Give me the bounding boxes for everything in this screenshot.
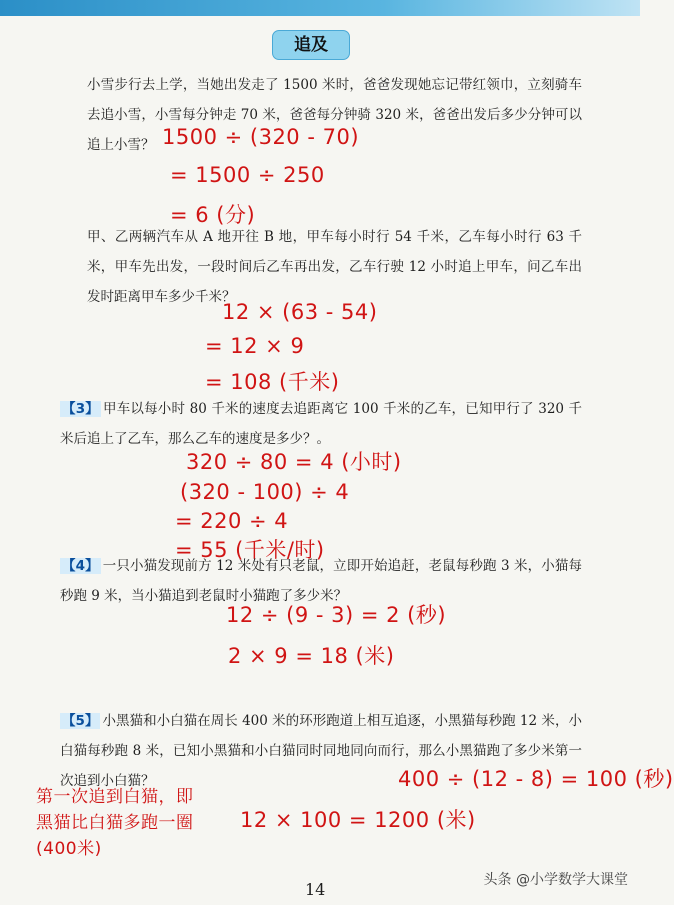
problem-1-work-line-2: = 1500 ÷ 250 [170, 163, 325, 187]
problem-5-number: 【5】 [62, 713, 99, 729]
problem-2 [60, 222, 582, 312]
problem-3-text: 甲车以每小时 80 千米的速度去追距离它 100 千米的乙车，已知甲行了 320 千米后追上了乙车，那么乙车的速度是多少？。 [60, 401, 582, 447]
problem-1-work-line-1: 1500 ÷ (320 - 70) [162, 125, 360, 149]
problem-5-work-line-1: 400 ÷ (12 - 8) = 100 (秒) [398, 767, 674, 791]
problem-3 [60, 394, 582, 454]
problem-5-text: 小黑猫和小白猫在周长 400 米的环形跑道上相互追逐，小黑猫每秒跑 12 米，小白猫每秒跑 8 米，已知小黑猫和小白猫同时同地同向而行，那么小黑猫跑了多少米第一次追到小白猫？ [60, 713, 582, 789]
problem-2-work-line-1: 12 × (63 - 54) [222, 300, 378, 324]
problem-3-work-line-4: = 55 (千米/时) [175, 538, 325, 562]
problem-1-work-line-3: = 6 (分) [170, 203, 256, 227]
problem-2-work-line-2: = 12 × 9 [205, 334, 305, 358]
problem-2-work-line-3: = 108 (千米) [205, 370, 340, 394]
watermark: 头条 @小学数学大课堂 [483, 872, 628, 888]
page-number: 14 [305, 880, 326, 899]
problem-3-work-line-1: 320 ÷ 80 = 4 (小时) [186, 450, 402, 474]
page-title: 追及 [272, 30, 350, 60]
problem-3-number: 【3】 [62, 401, 99, 417]
problem-4-number: 【4】 [62, 558, 99, 574]
problem-5-work-line-2: 12 × 100 = 1200 (米) [240, 808, 476, 832]
problem-4-text: 一只小猫发现前方 12 米处有只老鼠，立即开始追赶，老鼠每秒跑 3 米，小猫每秒跑 9 米，当小猫追到老鼠时小猫跑了多少米？ [60, 558, 582, 604]
problem-4-work-line-2: 2 × 9 = 18 (米) [228, 644, 395, 668]
problem-4-work-line-1: 12 ÷ (9 - 3) = 2 (秒) [226, 603, 447, 627]
problem-2-text: 甲、乙两辆汽车从 A 地开往 B 地，甲车每小时行 54 千米，乙车每小时行 63 千米，甲车先出发，一段时间后乙车再出发，乙车行驶 12 小时追上甲车，问乙车出发时距离甲车多少千米？ [87, 229, 582, 305]
problem-1-text: 小雪步行去上学，当她出发走了 1500 米时，爸爸发现她忘记带红领巾，立刻骑车去追小雪，小雪每分钟走 70 米，爸爸每分钟骑 320 米，爸爸出发后多少分钟可以追上小雪？ [87, 77, 582, 153]
problem-3-work-line-3: = 220 ÷ 4 [175, 509, 289, 533]
problem-3-work-line-2: (320 - 100) ÷ 4 [180, 480, 350, 504]
header-band [0, 0, 640, 16]
problem-5-margin-note: 第一次追到白猫，即黑猫比白猫多跑一圈 (400米) [36, 787, 194, 859]
